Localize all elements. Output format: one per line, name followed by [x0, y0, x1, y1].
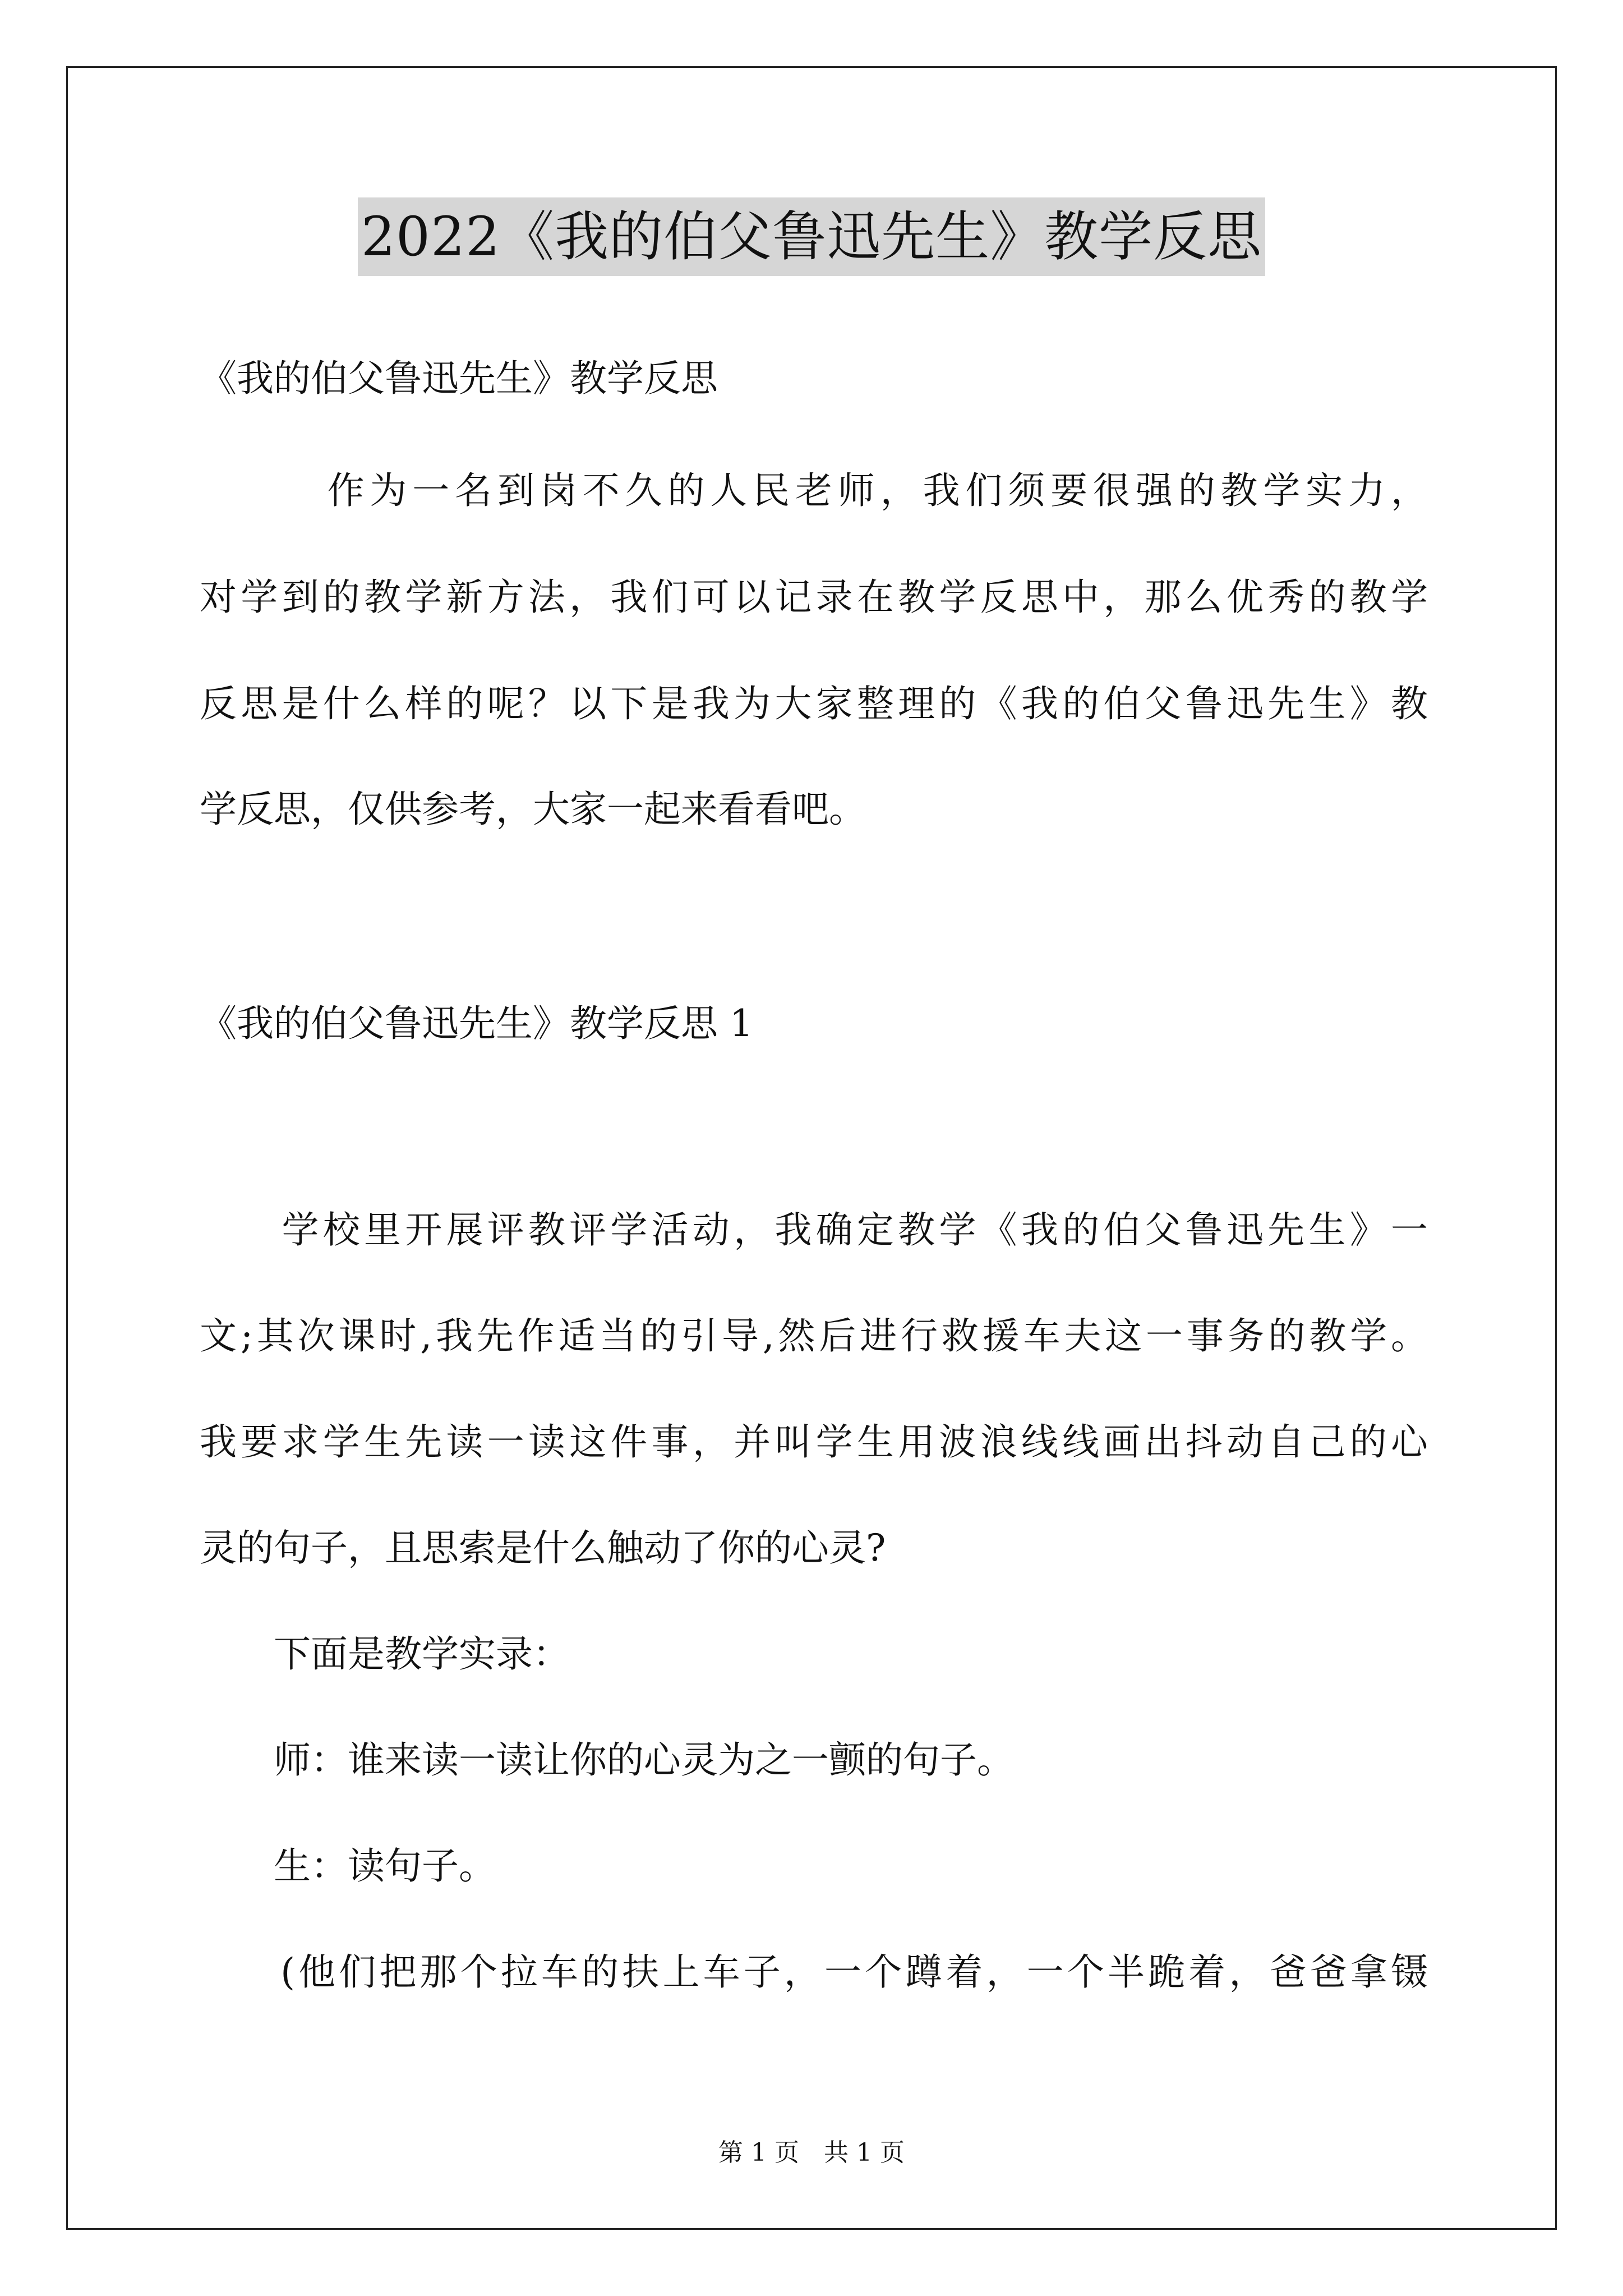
paragraph-line: 反思是什么样的呢？以下是我为大家整理的《我的伯父鲁迅先生》教	[200, 682, 1428, 725]
title-container	[0, 197, 1623, 276]
paragraph-line: (他们把那个拉车的扶上车子，一个蹲着，一个半跪着，爸爸拿镊	[200, 1950, 1428, 1994]
paragraph-line: 作为一名到岗不久的人民老师，我们须要很强的教学实力，	[200, 469, 1428, 512]
paragraph-line: 对学到的教学新方法，我们可以记录在教学反思中，那么优秀的教学	[200, 576, 1428, 619]
document-title: 2022《我的伯父鲁迅先生》教学反思	[358, 197, 1265, 276]
paragraph-line: 生：读句子。	[200, 1844, 496, 1888]
paragraph-line: 下面是教学实录：	[200, 1632, 570, 1676]
paragraph-line: 灵的句子，且思索是什么触动了你的心灵?	[200, 1526, 886, 1570]
paragraph-line: 文;其次课时,我先作适当的引导,然后进行救援车夫这一事务的教学。	[200, 1314, 1428, 1358]
paragraph-line: 我要求学生先读一读这件事，并叫学生用波浪线线画出抖动自己的心	[200, 1420, 1428, 1464]
page-footer: 第 1 页 共 1 页	[718, 2138, 905, 2167]
paragraph-line: 师：谁来读一读让你的心灵为之一颤的句子。	[200, 1738, 1014, 1782]
paragraph-line: 学反思，仅供参考，大家一起来看看吧。	[200, 788, 866, 831]
paragraph-line: 学校里开展评教评学活动，我确定教学《我的伯父鲁迅先生》一	[200, 1208, 1428, 1251]
section-heading: 《我的伯父鲁迅先生》教学反思 1	[200, 1002, 753, 1045]
subtitle-line: 《我的伯父鲁迅先生》教学反思	[200, 357, 718, 400]
